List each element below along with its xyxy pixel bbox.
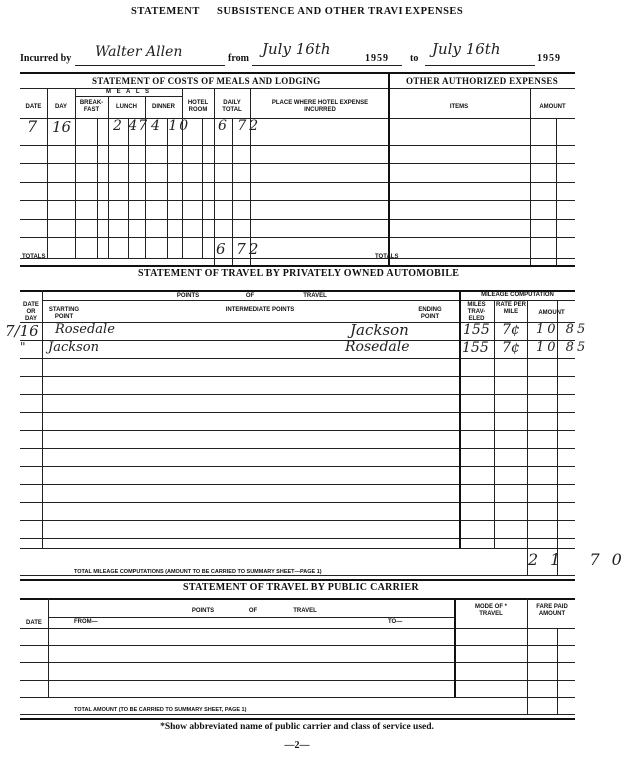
auto-date: DATE OR DAY xyxy=(23,302,39,322)
to-year[interactable]: 1959 xyxy=(537,53,561,64)
auto-total-value[interactable]: 21 70 xyxy=(528,550,634,569)
auto-amount: AMOUNT xyxy=(538,310,565,316)
title-expenses: EXPENSES xyxy=(405,6,464,17)
carrier-fare: FARE PAID AMOUNT xyxy=(536,604,568,617)
carrier-date: DATE xyxy=(26,620,42,626)
carrier-total-label: TOTAL AMOUNT (TO BE CARRIED TO SUMMARY SHEET, PAGE 1) xyxy=(74,707,247,713)
auto-of: OF xyxy=(245,293,255,299)
header-breakfast: BREAK-FAST xyxy=(79,100,104,113)
auto-travel: TRAVEL xyxy=(303,293,327,299)
header-dinner: DINNER xyxy=(151,104,175,110)
from-label: from xyxy=(228,53,249,64)
incurred-name[interactable]: Walter Allen xyxy=(95,44,183,60)
meals-section-title: STATEMENT OF COSTS OF MEALS AND LODGING xyxy=(92,76,321,86)
auto-row1-amount[interactable]: 10 85 xyxy=(536,322,589,337)
to-label: to xyxy=(410,53,419,64)
header-day: DAY xyxy=(54,104,68,110)
header-amount: AMOUNT xyxy=(539,104,566,110)
auto-row1-rate[interactable]: 7¢ xyxy=(502,322,520,338)
carrier-of: OF xyxy=(248,608,258,614)
header-lunch: LUNCH xyxy=(116,104,137,110)
meal-row-daily-total[interactable]: 6 72 xyxy=(218,118,262,134)
meals-total-value[interactable]: 6 72 xyxy=(216,240,262,258)
auto-total-label: TOTAL MILEAGE COMPUTATIONS (AMOUNT TO BE CARRIED TO SUMMARY SHEET—PAGE 1) xyxy=(74,569,322,575)
auto-row2-end[interactable]: Rosedale xyxy=(345,339,410,355)
auto-points: POINTS xyxy=(176,293,200,299)
auto-section-title: STATEMENT OF TRAVEL BY PRIVATELY OWNED AUTOMOBILE xyxy=(138,268,460,279)
auto-row1-start[interactable]: Rosedale xyxy=(55,322,115,337)
auto-row1-date[interactable]: 7/16 xyxy=(5,322,39,340)
header-items: ITEMS xyxy=(449,104,469,110)
auto-row2-amount[interactable]: 10 85 xyxy=(536,340,589,355)
totals-label: TOTALS xyxy=(22,254,46,260)
carrier-travel: TRAVEL xyxy=(293,608,317,614)
from-date[interactable]: July 16th xyxy=(262,40,331,58)
meal-row-day[interactable]: 16 xyxy=(52,118,72,136)
auto-mileage: MILEAGE COMPUTATION xyxy=(481,292,554,298)
other-expenses-title: OTHER AUTHORIZED EXPENSES xyxy=(406,76,559,86)
header-daily-total: DAILY TOTAL xyxy=(222,100,242,113)
carrier-to: TO— xyxy=(388,619,403,625)
from-year[interactable]: 1959 xyxy=(365,53,389,64)
auto-row1-miles[interactable]: 155 xyxy=(463,322,490,338)
meal-row-lunch[interactable]: 2 47 xyxy=(113,118,149,134)
footnote: *Show abbreviated name of public carrier and class of service used. xyxy=(160,722,434,732)
carrier-from: FROM— xyxy=(74,619,98,625)
totals-label-right: TOTALS xyxy=(375,254,399,260)
title-rest: SUBSISTENCE AND OTHER TRAVI xyxy=(217,6,404,17)
auto-row2-rate[interactable]: 7¢ xyxy=(502,340,520,356)
auto-row1-end[interactable]: Jackson xyxy=(350,321,409,339)
auto-rate: RATE PER MILE xyxy=(496,302,526,315)
meal-row-dinner[interactable]: 4 10 xyxy=(151,118,191,134)
auto-row2-date[interactable]: " xyxy=(20,340,26,354)
header-date: DATE xyxy=(25,104,42,110)
meal-row-date[interactable]: 7 xyxy=(27,117,38,136)
title-statement: STATEMENT xyxy=(131,6,200,17)
to-date[interactable]: July 16th xyxy=(432,40,501,58)
page-number: —2— xyxy=(284,740,310,751)
carrier-mode: MODE OF * TRAVEL xyxy=(474,604,507,617)
auto-row2-start[interactable]: Jackson xyxy=(48,340,99,355)
auto-miles: MILES TRAV-ELED xyxy=(467,302,486,322)
carrier-section-title: STATEMENT OF TRAVEL BY PUBLIC CARRIER xyxy=(183,582,419,593)
auto-intermediate: INTERMEDIATE POINTS xyxy=(225,307,295,313)
incurred-label: Incurred by xyxy=(20,53,72,64)
auto-row2-miles[interactable]: 155 xyxy=(462,340,489,356)
auto-ending: ENDING POINT xyxy=(418,307,442,320)
auto-starting: STARTING POINT xyxy=(48,307,80,320)
header-meals: M E A L S xyxy=(105,89,152,95)
header-hotel: HOTEL ROOM xyxy=(187,100,209,113)
carrier-points: POINTS xyxy=(191,608,215,614)
header-place: PLACE WHERE HOTEL EXPENSE INCURRED xyxy=(271,100,369,113)
